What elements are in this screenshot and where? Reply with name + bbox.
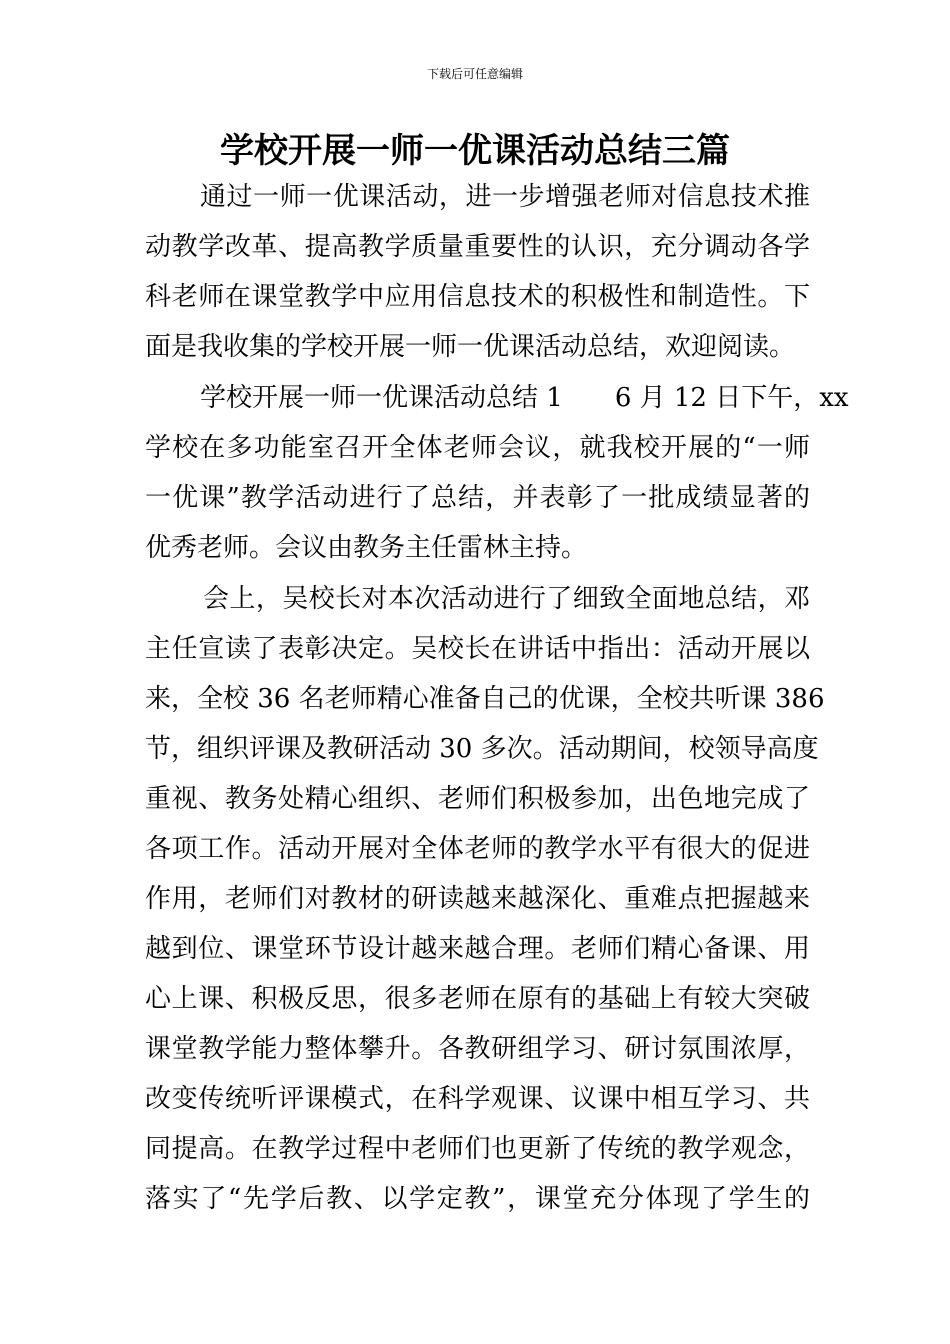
paragraph-line: 同提高。在教学过程中老师们也更新了传统的教学观念，	[145, 1134, 810, 1164]
paragraph-line: 科老师在课堂教学中应用信息技术的积极性和制造性。下	[145, 282, 810, 312]
paragraph-line: 动教学改革、提高教学质量重要性的认识，充分调动各学	[145, 232, 810, 262]
document-title: 学校开展一师一优课活动总结三篇	[220, 131, 730, 171]
paragraph-line: 主任宣读了表彰决定。吴校长在讲话中指出：活动开展以	[145, 634, 810, 664]
paragraph-line: 课堂教学能力整体攀升。各教研组学习、研讨氛围浓厚，	[145, 1034, 810, 1064]
paragraph-line: 优秀老师。会议由教务主任雷林主持。	[145, 533, 588, 563]
paragraph-line: 改变传统听评课模式，在科学观课、议课中相互学习、共	[145, 1084, 810, 1114]
paragraph-line	[145, 376, 849, 420]
paragraph-line: 心上课、积极反思，很多老师在原有的基础上有较大突破	[145, 984, 810, 1014]
paragraph-line: 学校在多功能室召开全体老师会议，就我校开展的“一师	[145, 433, 810, 463]
paragraph-line: 各项工作。活动开展对全体老师的教学水平有很大的促进	[145, 834, 810, 864]
paragraph-line: 节，组织评课及教研活动 30 多次。活动期间，校领导高度	[145, 734, 819, 764]
page-header-note: 下载后可任意编辑	[426, 67, 523, 81]
paragraph-line: 作用，老师们对教材的研读越来越深化、重难点把握越来	[145, 884, 810, 914]
paragraph-line: 通过一师一优课活动，进一步增强老师对信息技术推	[200, 182, 810, 212]
paragraph-line: 会上，吴校长对本次活动进行了细致全面地总结，邓	[203, 584, 810, 614]
paragraph-line: 来，全校 36 名老师精心准备自己的优课，全校共听课 386	[145, 684, 825, 714]
paragraph-line: 一优课”教学活动进行了总结，并表彰了一批成绩显著的	[145, 483, 810, 513]
paragraph-line: 重视、教务处精心组织、老师们积极参加，出色地完成了	[145, 784, 810, 814]
paragraph-line: 面是我收集的学校开展一师一优课活动总结，欢迎阅读。	[145, 332, 796, 362]
paragraph-line: 落实了“先学后教、以学定教”，课堂充分体现了学生的	[145, 1184, 810, 1214]
section-heading: 学校开展一师一优课活动总结 1	[200, 383, 563, 413]
section-date: 6 月 12 日下午，xx	[614, 383, 849, 413]
paragraph-line: 越到位、课堂环节设计越来越合理。老师们精心备课、用	[145, 934, 810, 964]
